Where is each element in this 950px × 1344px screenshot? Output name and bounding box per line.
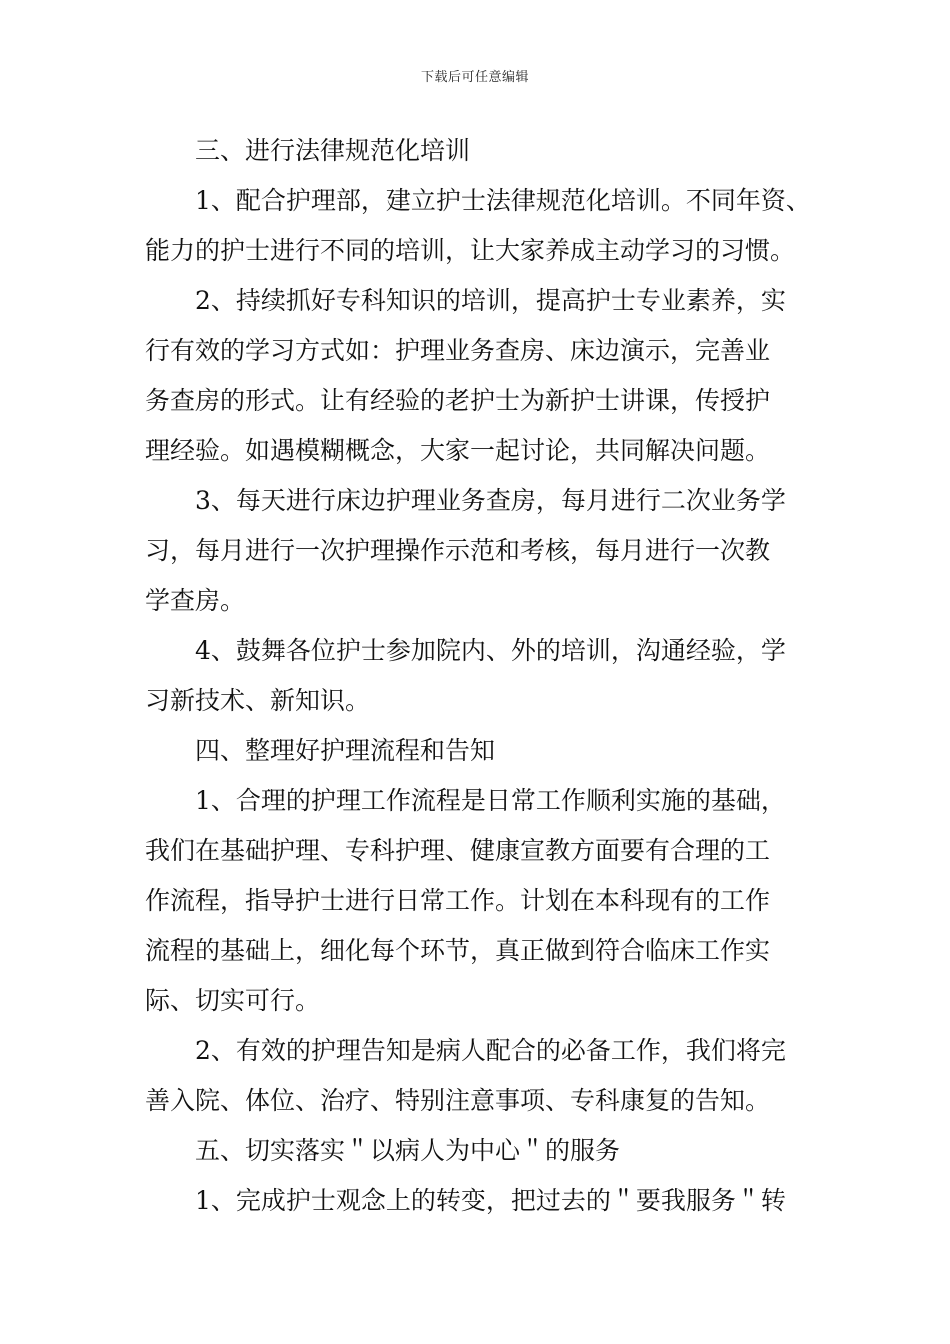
text-line: 三、进行法律规范化培训 bbox=[195, 136, 471, 165]
text-line: 我们在基础护理、专科护理、健康宣教方面要有合理的工 bbox=[145, 836, 771, 865]
text-line: 4、鼓舞各位护士参加院内、外的培训，沟通经验，学 bbox=[195, 636, 786, 665]
text-line: 习新技术、新知识。 bbox=[145, 686, 371, 715]
text-line: 习，每月进行一次护理操作示范和考核，每月进行一次教 bbox=[145, 536, 771, 565]
text-line: 1、配合护理部，建立护士法律规范化培训。不同年资、 bbox=[195, 186, 811, 215]
text-line: 3、每天进行床边护理业务查房，每月进行二次业务学 bbox=[195, 486, 786, 515]
text-line: 务查房的形式。让有经验的老护士为新护士讲课，传授护 bbox=[145, 386, 771, 415]
text-line: 流程的基础上，细化每个环节，真正做到符合临床工作实 bbox=[145, 936, 771, 965]
text-line: 理经验。如遇模糊概念，大家一起讨论，共同解决问题。 bbox=[145, 436, 771, 465]
text-line: 行有效的学习方式如：护理业务查房、床边演示，完善业 bbox=[145, 336, 771, 365]
text-line: 际、切实可行。 bbox=[145, 986, 321, 1015]
text-line: 五、切实落实＂以病人为中心＂的服务 bbox=[195, 1136, 621, 1165]
text-line: 2、持续抓好专科知识的培训，提高护士专业素养，实 bbox=[195, 286, 786, 315]
text-line: 学查房。 bbox=[145, 586, 246, 615]
text-line: 善入院、体位、治疗、特别注意事项、专科康复的告知。 bbox=[145, 1086, 771, 1115]
text-line: 2、有效的护理告知是病人配合的必备工作，我们将完 bbox=[195, 1036, 786, 1065]
text-line: 1、合理的护理工作流程是日常工作顺利实施的基础， bbox=[195, 786, 786, 815]
text-line: 能力的护士进行不同的培训，让大家养成主动学习的习惯。 bbox=[145, 236, 796, 265]
header-note: 下载后可任意编辑 bbox=[420, 70, 529, 85]
text-line: 四、整理好护理流程和告知 bbox=[195, 736, 496, 765]
text-line: 作流程，指导护士进行日常工作。计划在本科现有的工作 bbox=[145, 886, 771, 915]
document-body bbox=[145, 126, 810, 1226]
text-line: 1、完成护士观念上的转变，把过去的＂要我服务＂转 bbox=[195, 1186, 786, 1215]
